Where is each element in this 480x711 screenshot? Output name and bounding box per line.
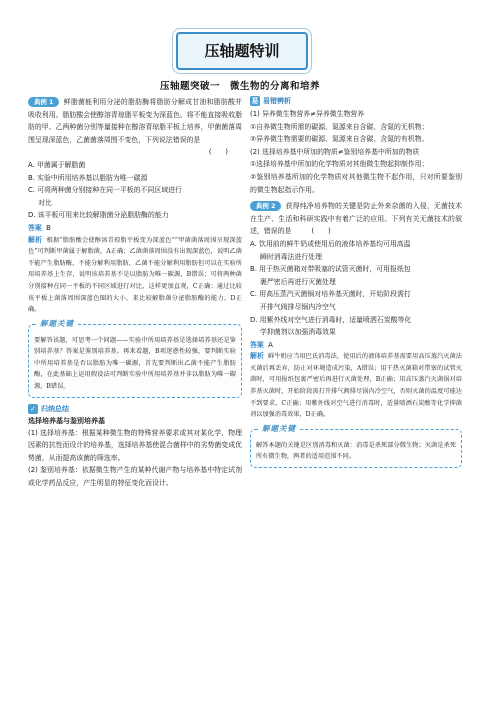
example1-answer: 答案 B: [28, 223, 51, 232]
example1-option-a: A. 甲菌属于解脂菌: [28, 160, 86, 169]
tip-box-1: [28, 318, 242, 398]
confuse-heading: [250, 96, 462, 106]
tip-title-2: 解题关键: [259, 423, 299, 434]
confuse-line-5: ①选择培养基中所加的化学物质对其他微生物起抑制作用；: [250, 160, 429, 169]
example1-analysis: 解析 根据“脂肪酸会使醇溶青琼脂平板变为深蓝色”“甲菌菌落周围呈现深蓝色”可判断甲菌属于解脂菌，A正确；乙菌菌落周围没有出现深蓝色，说明乙菌不能产生脂肪酶，不能分解利用脂肪，乙菌不能分解利用脂肪但可以在实验所用培养基上生存，说明该培养基不是以脂肪为唯一碳源，B错误；可将两种菌分别接种在同一平板的不同区域进行对比，这样更加直观，C正确；通过比较该平板上菌落周围深蓝色圈的大小，来比较解脂菌分泌脂肪酶的能力，D正确。: [28, 235, 242, 314]
confuse-line-3: ②异养微生物需要的碳源、氮源来自含碳、含氮的有机物。: [250, 135, 429, 144]
page-title-box: [176, 32, 308, 70]
example2-option-d-cont: 学抑菌剂以加强消毒效果: [260, 328, 336, 337]
check-icon: ✓: [28, 404, 38, 414]
example2-option-b-cont: 裹严密后再进行灭菌处理: [260, 277, 336, 286]
summary-p1: (1) 选择培养基：根据某种微生物的特殊营养要求或其对某化学、物理因素的抗性而设计的培养基，选择培养基使混合菌样中的劣势菌变成优势菌，从而提高该菌的筛选率。: [28, 428, 242, 462]
example2-option-c: C. 用高压蒸汽灭菌锅对培养基灭菌时，开始阶段需打: [250, 290, 411, 299]
tip-box-2: [250, 423, 462, 468]
right-column: [250, 96, 462, 474]
left-column: [28, 96, 242, 490]
summary-subheading: 选择培养基与鉴别培养基: [28, 416, 105, 425]
example1-stem: 典例 1 鲜脂菌能利用分泌的脂肪酶将脂肪分解成甘油和脂肪酸并吸收利用。脂肪酸会使醇溶青琼脂平板变为深蓝色。将不能直接吸收脂肪的甲、乙两种菌分别等量接种在醇溶青琼脂平板上培养，甲菌菌落周围呈现深蓝色，乙菌菌落周围不变色，下列说法错误的是: [28, 98, 242, 144]
summary-heading: [28, 404, 242, 414]
section-subtitle: 压轴题突破一 微生物的分离和培养: [159, 81, 320, 92]
warning-icon: 易: [251, 97, 259, 105]
example2-option-d: D. 用紫外线对空气进行消毒时，适量喷洒石炭酸等化: [250, 315, 412, 324]
example1-option-c-cont: 对比: [38, 198, 52, 207]
confuse-line-4: (2) 选择培养基中所加的物质≠鉴别培养基中所加的物质: [250, 147, 420, 156]
tip-title-1: 解题关键: [37, 318, 77, 329]
example2-option-c-cont: 开排气阀排尽锅内冷空气: [260, 302, 336, 311]
example2-option-a: A. 饮用前的鲜牛奶或使用后的液体培养基均可用高温: [250, 239, 411, 248]
example1-option-c: C. 可将两种菌分别接种在同一平板的不同区域进行: [28, 186, 182, 195]
example1-paren: ( ): [208, 148, 228, 157]
example1-option-d: D. 该平板可用来比较解脂菌分泌脂肪酶的能力: [28, 211, 169, 220]
tip-text-1: 要解答该题，可思考一个问题——实验中所用培养基是选择培养基还是鉴别培养基？答案是鉴别培养基。再来看题，B项迷惑性较强，要判断实验中所用培养基是否以脂肪为唯一碳源，首先要判断出乙菌不能产生脂肪酶，在此基础上运用假设法可判断实验中所用培养基并非以脂肪为唯一碳源，B错误。: [34, 336, 236, 391]
confuse-line-2: ①自养微生物所需的碳源、氮源来自含碳、含氮的无机物；: [250, 122, 429, 131]
example2-answer: 答案 A: [250, 340, 273, 349]
example1-option-b: B. 实验中所用培养基以脂肪为唯一碳源: [28, 173, 148, 182]
example2-label: 典例 2: [250, 201, 281, 211]
summary-p2: (2) 鉴别培养基：依据微生物产生的某种代谢产物与培养基中特定试剂或化学药品反应，产生明显的特征变化而设计。: [28, 466, 242, 488]
example1-label: 典例 1: [28, 97, 59, 107]
example2-analysis: 解析 鲜牛奶应当用巴氏消毒法，使用后的液体培养基需要用高压蒸汽灭菌法灭菌后再丢弃，防止对环境造成污染，A错误；用干热灭菌箱对带塞的试管灭菌时，可用报纸包裹严密后再进行灭菌处理，B正确；用高压蒸汽灭菌锅对培养基灭菌时，开始阶段需打开排气阀排尽锅内冷空气，否则灭菌的温度可能达不到要求，C正确；用紫外线对空气进行消毒时，适量喷洒石炭酸等化学抑菌剂以加强消毒效果，D正确。: [250, 352, 463, 419]
confuse-line-6: ②鉴别培养基所加的化学物质对其他微生物不起作用，只对所要鉴别的微生物起指示作用。: [250, 172, 462, 194]
confuse-label: 易错辨析: [263, 97, 291, 105]
example2-option-b: B. 用于热灭菌箱对带吸塞的试管灭菌时，可用报纸包: [250, 265, 411, 274]
example2-paren: ( ): [311, 227, 331, 236]
tip-text-2: 解答本题的关键是区别消毒和灭菌：消毒是杀死部分微生物；灭菌是杀死所有微生物，两者的适用范围不同。: [256, 441, 456, 461]
summary-label: 归纳总结: [41, 404, 69, 413]
confuse-line-1: (1) 异养微生物营养≠异养微生物营养: [250, 110, 365, 118]
page-title: 压轴题特训: [204, 42, 280, 60]
example2-stem: 典例 2 获得纯净培养物的关键是防止外来杂菌的入侵，无菌技术在生产、生活和科研实践中有着广泛的应用。下列有关无菌技术的叙述，错误的是 ( ): [250, 202, 462, 236]
example2-option-a-cont: 瞬时消毒法进行处理: [260, 252, 323, 261]
